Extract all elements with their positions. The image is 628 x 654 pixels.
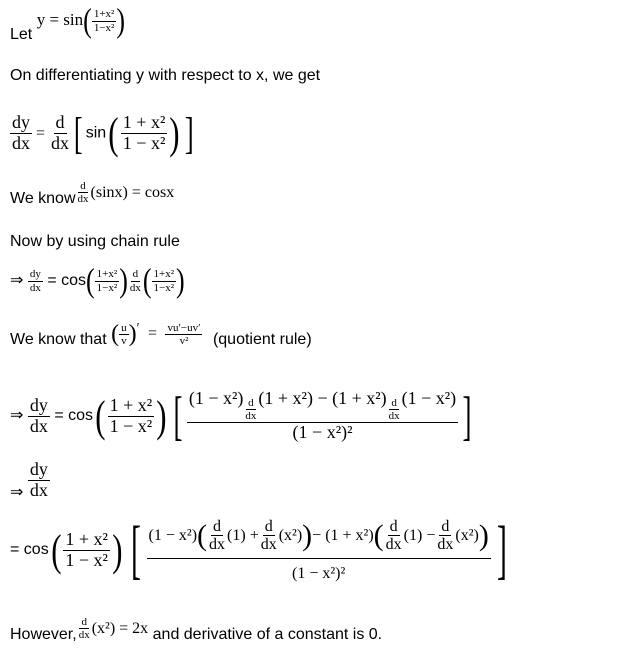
paren-right: ) xyxy=(116,1,125,40)
big-quotient-fraction: (1 − x²) $\frac{d}{dx}$ (1 + x²) − (1 + x²) $\frac{d}{dx}$ (1 − x²) (1 − x²)² xyxy=(188,388,457,443)
d-dx-small: $\frac{d}{dx}$ xyxy=(77,180,89,206)
quotient-rule-label: (quotient rule) xyxy=(212,331,312,349)
we-know-label: We know xyxy=(10,189,76,207)
line-quotient: We know that ( $\frac{u}{v}$ )′ = $\frac{vu'-uv'}{\text{v²}}$ (quotient rule) xyxy=(10,320,312,349)
line-implies-dydx: ⇒ $\frac{dy}{dx}$ xyxy=(10,459,48,501)
fraction-1: $\frac{\text{1+x²}}{\text{1−x²}}$ xyxy=(93,8,115,34)
cos-label: = cos xyxy=(47,272,86,290)
implies-arrow: ⇒ xyxy=(10,272,24,290)
expanded-fraction: (1 − x²)( $\frac{d}{dx}$ (1) + $\frac{d}{dx}$ (x²))− (1 + x²)( $\frac{d}{dx}$ (1) − $\frac{d}{dx}$ (x²)) (1 − x²)² xyxy=(148,517,489,582)
line-let xyxy=(10,1,125,44)
y-equals-sin: y = sin xyxy=(36,10,84,30)
sin-label: sin xyxy=(85,124,107,142)
paren-left: ( xyxy=(83,1,92,40)
line-however: However, $\frac{d}{dx}$ (x²) = 2x and derivative of a constant is 0. xyxy=(10,616,383,643)
dy-dx-fraction: $\frac{dy}{dx}$ xyxy=(12,112,30,153)
line-chain-apply: ⇒ $\frac{dy}{dx}$ = cos( $\frac{\text{1+x²}}{\text{1−x²}}$ ) $\frac{d}{dx}$ ( $\frac{\text{1+x²}}{\text{1−x²}}$ ) xyxy=(10,261,185,300)
line-expanded: = cos( $\frac{\text{1 + x²}}{\text{1 − x²}}$ ) [ (1 − x²)( $\frac{d}{dx}$ (1) + $\frac{d}{dx}$ (x²))− (1 + x²)( $\frac{d}{dx}$ (1) − $\frac{d}{dx}$ (x²)) (1 − x²)² ] xyxy=(10,513,507,586)
d-dx-fraction: $\frac{d}{dx}$ xyxy=(51,112,70,153)
inner-fraction: $\frac{\text{1 + x²}}{\text{1 − x²}}$ xyxy=(122,112,166,153)
line-quotient-apply: ⇒ $\frac{dy}{dx}$ = cos( $\frac{\text{1 + x²}}{\text{1 − x²}}$ ) [ (1 − x²) $\frac{d}{dx}$ (1 + x²) − (1 + x²) $\frac{d}{dx}$ (1 − x²) (1 − x²)² ] xyxy=(10,386,472,446)
dy-dx-small: $\frac{dy}{dx}$ xyxy=(29,268,41,294)
we-know-that-label: We know that xyxy=(10,331,107,349)
line-differentiate: On differentiating y with respect to x, we get xyxy=(10,67,321,84)
let-label: Let xyxy=(10,26,33,44)
line-dydx-first: $\frac{dy}{dx}$ = $\frac{d}{dx}$ [ sin( $\frac{\text{1 + x²}}{\text{1 − x²}}$ ) ] xyxy=(12,109,194,158)
line-chain-rule: Now by using chain rule xyxy=(10,233,180,250)
sin-cos-expr: (sinx) = cosx xyxy=(90,183,175,201)
line-we-know xyxy=(10,180,174,205)
